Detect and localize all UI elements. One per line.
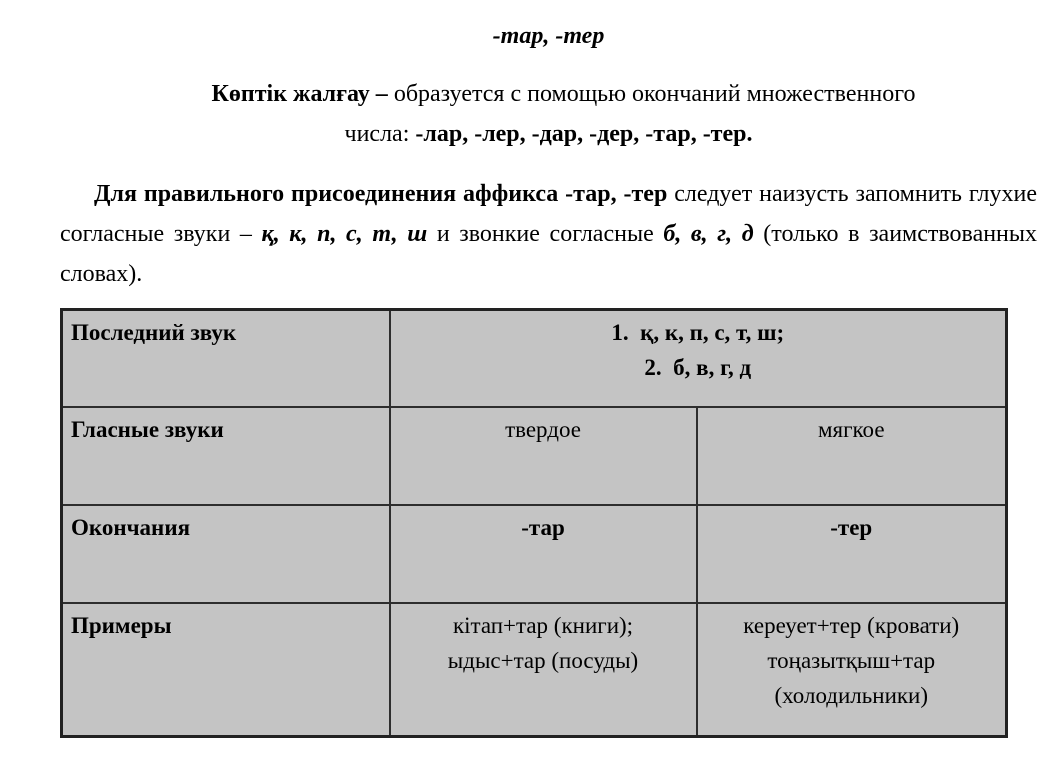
cell-examples-ter: кереует+тер (кровати) тоңазытқыш+тар (холодильники)	[697, 603, 1007, 737]
table-row-vowel-sounds	[62, 407, 1007, 505]
row-header-last-sound: Последний звук	[62, 310, 390, 407]
cell-vowel-soft: мягкое	[697, 407, 1007, 505]
row-header-examples: Примеры	[62, 603, 390, 737]
table-row-endings	[62, 505, 1007, 603]
table-row-examples	[62, 603, 1007, 737]
endings-table	[60, 308, 1008, 738]
cell-examples-tar: кітап+тар (книги); ыдыс+тар (посуды)	[390, 603, 697, 737]
cell-last-sound-values: 1. қ, к, п, с, т, ш; 2. б, в, г, д	[390, 310, 1007, 407]
document-title: -тар, -тер	[492, 23, 605, 49]
definition-paragraph: Көптік жалғау – образуется с помощью окончаний множественного числа: -лар, -лер, -дар, -дер, -тар, -тер.	[211, 81, 916, 147]
rule-paragraph: Для правильного присоединения аффикса -тар, -тер следует наизусть запомнить глухие согласные звуки – қ, к, п, с, т, ш и звонкие согласные б, в, г, д (только в заимствованных словах).	[60, 181, 1038, 287]
row-header-endings: Окончания	[62, 505, 390, 603]
table-row-last-sound	[62, 310, 1007, 407]
cell-ending-tar: -тар	[390, 505, 697, 603]
cell-ending-ter: -тер	[697, 505, 1007, 603]
row-header-vowel-sounds: Гласные звуки	[62, 407, 390, 505]
cell-vowel-hard: твердое	[390, 407, 697, 505]
